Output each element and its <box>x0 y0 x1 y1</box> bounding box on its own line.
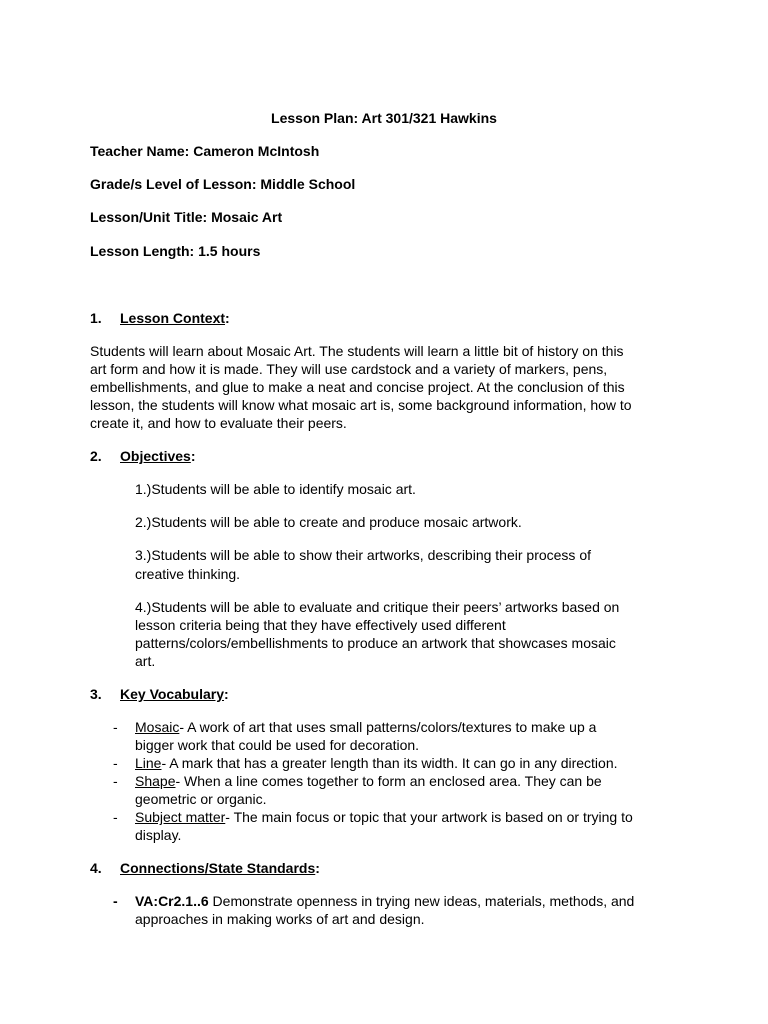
section-title: Objectives <box>120 448 191 464</box>
objective-line: 1.)Students will be able to identify mosaic art. <box>135 481 416 497</box>
section-heading-standards <box>90 859 320 877</box>
objective-line: creative thinking. <box>135 566 241 582</box>
lesson-length: Lesson Length: 1.5 hours <box>90 243 261 259</box>
section-number: 3. <box>90 686 102 702</box>
vocab-definition: - The main focus or topic that your artwork is based on or trying to <box>225 809 633 825</box>
context-line: create it, and how to evaluate their peers. <box>90 415 347 431</box>
standard-item <box>135 892 634 910</box>
section-colon: : <box>224 686 229 702</box>
section-heading-context <box>90 309 230 327</box>
vocab-definition-cont: bigger work that could be used for decoration. <box>135 737 420 753</box>
section-colon: : <box>190 448 196 464</box>
objective-line: 3.)Students will be able to show their artworks, describing their process of <box>135 547 591 563</box>
vocab-term: Mosaic <box>135 719 180 735</box>
objective-line: lesson criteria being that they have effectively used different <box>135 617 506 633</box>
vocab-term: Line <box>135 755 162 771</box>
vocab-definition-cont: geometric or organic. <box>135 791 267 807</box>
vocab-definition: - When a line comes together to form an enclosed area. They can be <box>175 773 602 789</box>
section-colon: : <box>225 310 230 326</box>
lesson-plan-title: Lesson Plan: Art 301/321 Hawkins <box>271 110 497 126</box>
vocab-item-shape <box>135 772 602 790</box>
vocab-definition: - A work of art that uses small patterns/colors/textures to make up a <box>179 719 597 735</box>
section-colon: : <box>315 860 320 876</box>
standard-text-cont: approaches in making works of art and design. <box>135 911 425 927</box>
bullet-dash: - <box>113 809 118 825</box>
unit-title: Lesson/Unit Title: Mosaic Art <box>90 209 283 225</box>
section-heading-objectives <box>90 447 196 465</box>
context-line: Students will learn about Mosaic Art. The students will learn a little bit of history on this <box>90 343 624 359</box>
objective-line: art. <box>135 653 156 669</box>
teacher-name: Teacher Name: Cameron McIntosh <box>90 143 320 159</box>
vocab-term: Subject matter <box>135 809 226 825</box>
bullet-dash: - <box>113 719 118 735</box>
section-number: 1. <box>90 310 102 326</box>
standard-text: Demonstrate openness in trying new ideas, materials, methods, and <box>208 893 635 909</box>
vocab-item-mosaic <box>135 718 596 736</box>
standard-code: VA:Cr2.1..6 <box>135 893 209 909</box>
context-line: lesson, the students will know what mosaic art is, some background information, how to <box>90 397 632 413</box>
section-heading-vocabulary <box>90 685 229 703</box>
vocab-item-subject-matter <box>135 808 633 826</box>
grade-level: Grade/s Level of Lesson: Middle School <box>90 176 356 192</box>
context-line: embellishments, and glue to make a neat and concise project. At the conclusion of this <box>90 379 625 395</box>
objective-line: 2.)Students will be able to create and produce mosaic artwork. <box>135 514 522 530</box>
section-title: Key Vocabulary <box>120 686 225 702</box>
vocab-term: Shape <box>135 773 176 789</box>
bullet-dash: - <box>113 773 118 789</box>
vocab-definition-cont: display. <box>135 827 182 843</box>
bullet-dash: - <box>113 893 118 909</box>
objective-line: 4.)Students will be able to evaluate and critique their peers’ artworks based on <box>135 599 620 615</box>
vocab-item-line <box>135 754 618 772</box>
section-title: Connections/State Standards <box>120 860 316 876</box>
bullet-dash: - <box>113 755 118 771</box>
context-line: art form and how it is made. They will use cardstock and a variety of markers, pens, <box>90 361 608 377</box>
vocab-definition: - A mark that has a greater length than its width. It can go in any direction. <box>161 755 618 771</box>
section-number: 4. <box>90 860 102 876</box>
section-title: Lesson Context <box>120 310 226 326</box>
section-number: 2. <box>90 448 102 464</box>
objective-line: patterns/colors/embellishments to produce an artwork that showcases mosaic <box>135 635 616 651</box>
